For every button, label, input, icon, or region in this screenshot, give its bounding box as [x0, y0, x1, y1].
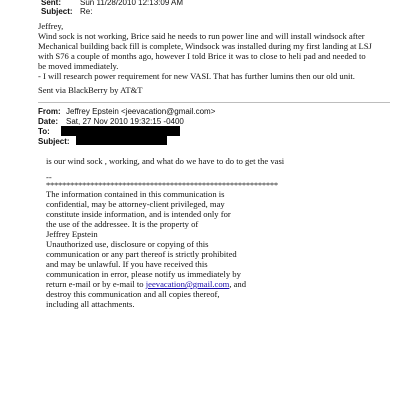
subject-label: Subject: [41, 7, 73, 16]
reply-line-1: Wind sock is not working, Brice said he needs to run power line and will install windsock after [38, 31, 365, 41]
reply-line-2: Mechanical building back fill is complete, Windsock was installed during my first landing at LSJ [38, 41, 372, 51]
disclaimer-line-with-link [46, 279, 246, 289]
reply-line-5: - I will research power requirement for new VASI. That has further lumins then our old unit. [38, 71, 355, 81]
original-question: is our wind sock , working, and what do we have to do to get the vasi [46, 156, 285, 166]
to-label: To: [38, 127, 50, 136]
disclaimer-text: return e-mail or by e-mail to [46, 279, 146, 289]
reply-greeting: Jeffrey, [38, 21, 64, 31]
disclaimer-line: communication in error, please notify us immediately by [46, 269, 241, 279]
reply-header [41, 0, 381, 18]
original-subject-label: Subject: [38, 137, 70, 146]
sent-label: Sent: [41, 0, 61, 7]
disclaimer-line: constitute inside information, and is intended only for [46, 209, 231, 219]
reply-line-3: with S76 a couple of months ago, however I told Brice it was to close to heli pad and needed to [38, 51, 366, 61]
disclaimer-line: communication or any part thereof is strictly prohibited [46, 249, 237, 259]
header-divider [38, 102, 390, 103]
reply-signature: Sent via BlackBerry by AT&T [38, 85, 143, 95]
disclaimer-line: confidential, may be attorney-client privileged, may [46, 199, 225, 209]
disclaimer-line: Jeffrey Epstein [46, 229, 98, 239]
sent-value: Sun 11/28/2010 12:13:09 AM [80, 0, 184, 7]
email-link[interactable]: jeevacation@gmail.com [145, 279, 230, 289]
reply-line-4: be moved immediately. [38, 61, 119, 71]
date-label: Date: [38, 117, 59, 126]
from-value: Jeffrey Epstein <jeevacation@gmail.com> [66, 107, 216, 116]
disclaimer-line: destroy this communication and all copies thereof, [46, 289, 220, 299]
disclaimer-line: and may be unlawful. If you have received this [46, 259, 208, 269]
disclaimer-line: Unauthorized use, disclosure or copying of this [46, 239, 209, 249]
disclaimer-text: , and [229, 279, 247, 289]
stars-divider: ********************************************************** [46, 180, 278, 190]
subject-value: Re: [80, 7, 93, 16]
disclaimer-line: the use of the addressee. It is the property of [46, 219, 199, 229]
sig-dashes: -- [46, 172, 52, 182]
date-value: Sat, 27 Nov 2010 19:32:15 -0400 [66, 117, 184, 126]
from-label: From: [38, 107, 61, 116]
disclaimer-line: including all attachments. [46, 299, 135, 309]
subject-redaction [76, 135, 167, 145]
original-header [38, 107, 388, 153]
disclaimer-line: The information contained in this communication is [46, 189, 225, 199]
